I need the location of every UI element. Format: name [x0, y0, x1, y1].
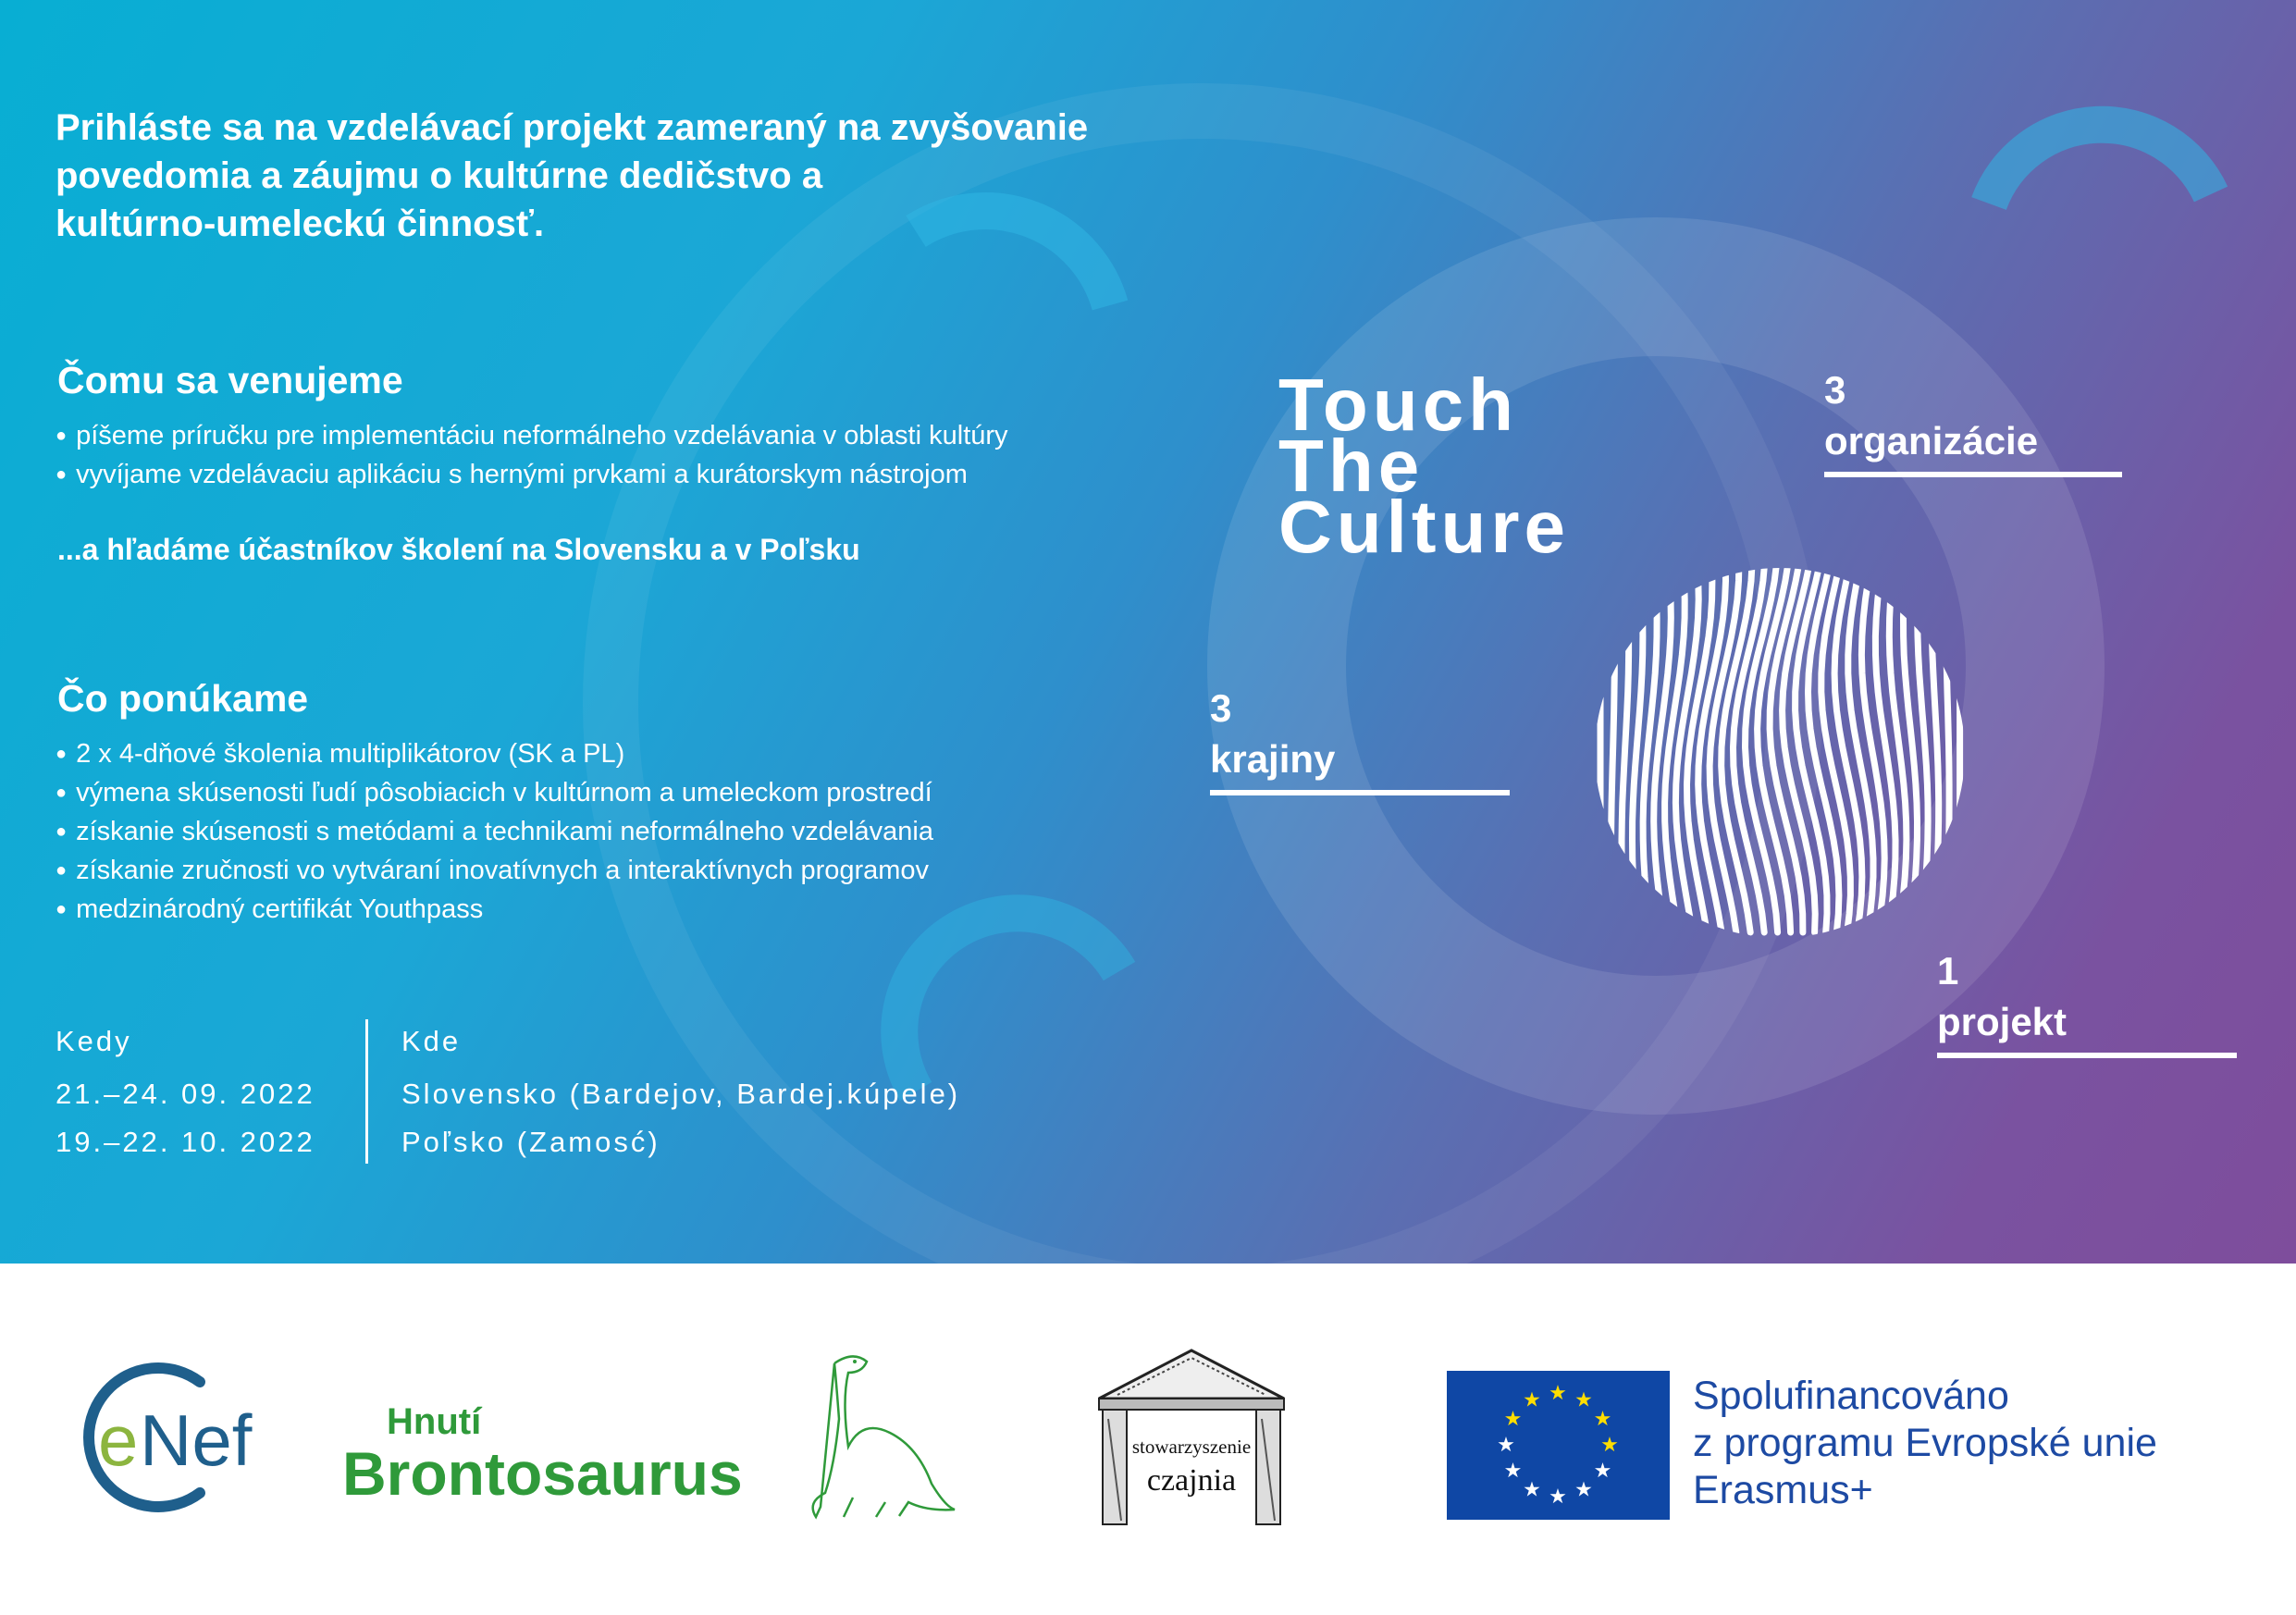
logo-text: Hnutí — [387, 1401, 482, 1442]
list-item: ● výmena skúsenosti ľudí pôsobiacich v kultúrnom a umeleckom prostredí — [56, 775, 933, 814]
eu-star-icon: ★ — [1574, 1477, 1593, 1501]
schedule-divider — [365, 1019, 368, 1164]
wave-stripe — [1622, 562, 1629, 932]
wave-stripe — [1611, 562, 1615, 932]
stat-number: 3 — [1824, 368, 1846, 412]
title-line: The — [1278, 425, 1425, 507]
stat-organizations — [1824, 364, 2122, 477]
logo-text: Brontosaurus — [342, 1439, 743, 1508]
eu-star-icon: ★ — [1503, 1459, 1523, 1482]
svg-text:Nef: Nef — [140, 1399, 253, 1481]
stat-number: 3 — [1210, 686, 1232, 730]
where-label: Kde — [401, 1025, 462, 1057]
wave-stripe — [1633, 562, 1643, 932]
place-2: Poľsko (Zamosć) — [401, 1126, 660, 1158]
list-item: ● 2 x 4-dňové školenia multiplikátorov (SK a PL) — [56, 736, 933, 775]
list-item: ● vyvíjame vzdelávaciu aplikáciu s hernými prvkami a kurátorskym nástrojom — [56, 457, 1008, 496]
list-item: ● píšeme príručku pre implementáciu neformálneho vzdelávania v oblasti kultúry — [56, 418, 1008, 457]
intro-line: povedomia a záujmu o kultúrne dedičstvo a — [56, 155, 823, 196]
offer-list — [56, 736, 933, 931]
stat-label: organizácie — [1824, 419, 2039, 462]
wave-circle-logo — [1589, 562, 1970, 943]
eu-star-icon: ★ — [1549, 1485, 1567, 1508]
title-line: Culture — [1278, 486, 1570, 568]
eu-star-icon: ★ — [1593, 1459, 1612, 1482]
svg-text:czajnia: czajnia — [1146, 1463, 1237, 1498]
eu-star-icon: ★ — [1600, 1433, 1619, 1456]
wave-stripe — [1945, 562, 1949, 932]
eu-star-icon: ★ — [1549, 1381, 1567, 1404]
search-statement: ...a hľadáme účastníkov školení na Slovensku a v Poľsku — [57, 533, 860, 566]
partner-footer — [0, 1264, 2296, 1615]
list-item: ● získanie skúsenosti s metódami a technikami neformálneho vzdelávania — [56, 814, 933, 853]
intro-line: Prihláste sa na vzdelávací projekt zameraný na zvyšovanie — [56, 107, 1089, 148]
place-1: Slovensko (Bardejov, Bardej.kúpele) — [401, 1078, 961, 1110]
wave-stripe — [1932, 562, 1939, 932]
list-item: ● získanie zručnosti vo vytváraní inovatívnych a interaktívnych programov — [56, 853, 933, 892]
eu-star-icon: ★ — [1503, 1407, 1523, 1430]
date-1: 21.–24. 09. 2022 — [56, 1078, 315, 1110]
eu-star-icon: ★ — [1593, 1407, 1612, 1430]
eu-line: Spolufinancováno — [1693, 1374, 2009, 1418]
dinosaur-icon — [797, 1345, 964, 1530]
brontosaurus-logo — [342, 1401, 743, 1508]
svg-text:e: e — [98, 1399, 139, 1481]
eu-star-icon: ★ — [1574, 1387, 1593, 1412]
project-title — [1278, 364, 1570, 568]
focus-heading: Čomu sa venujeme — [57, 359, 403, 401]
stat-countries — [1210, 683, 1510, 795]
intro-text — [56, 104, 1258, 248]
eu-line: z programu Evropské unie — [1693, 1421, 2157, 1465]
eu-star-icon: ★ — [1497, 1433, 1515, 1456]
when-label: Kedy — [56, 1025, 132, 1057]
date-2: 19.–22. 10. 2022 — [56, 1126, 315, 1158]
wave-stripe — [1918, 562, 1928, 932]
offer-heading: Čo ponúkame — [57, 677, 309, 720]
eu-flag-icon — [1447, 1371, 1670, 1520]
eu-line: Erasmus+ — [1693, 1468, 1873, 1512]
svg-text:stowarzyszenie: stowarzyszenie — [1131, 1436, 1252, 1458]
cenef-logo — [61, 1354, 265, 1521]
stat-project — [1937, 945, 2237, 1058]
list-item: ● medzinárodný certifikát Youthpass — [56, 892, 933, 931]
focus-list — [56, 418, 1008, 496]
czajnia-logo — [1090, 1345, 1293, 1530]
title-line: Touch — [1278, 364, 1519, 446]
stat-label: projekt — [1937, 1000, 2068, 1043]
eu-star-icon: ★ — [1523, 1387, 1541, 1412]
eu-star-icon: ★ — [1523, 1477, 1541, 1501]
intro-line: kultúrno-umeleckú činnosť. — [56, 203, 545, 244]
stat-label: krajiny — [1210, 737, 1336, 781]
stat-number: 1 — [1937, 949, 1959, 992]
eu-funding-text — [1693, 1373, 2157, 1514]
